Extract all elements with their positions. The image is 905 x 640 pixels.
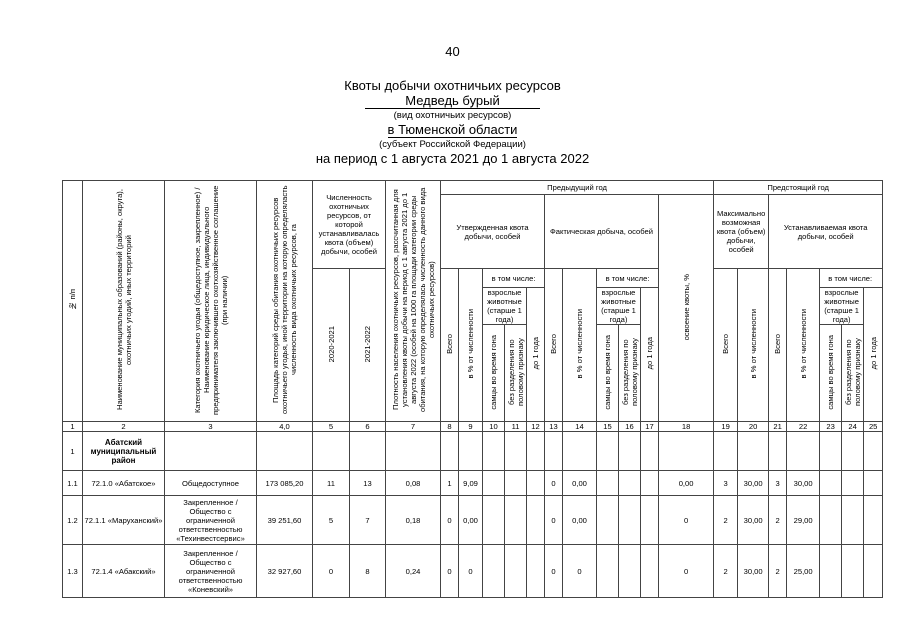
column-number: 6	[350, 422, 386, 432]
col-num-header: № п/п	[63, 181, 83, 422]
pop-2021-header: 2021-2022	[350, 269, 386, 422]
set-males-header: самцы во время гона	[820, 325, 842, 422]
row-num: 1.2	[63, 496, 83, 545]
area-value: 39 251,60	[257, 496, 313, 545]
column-number: 4,0	[257, 422, 313, 432]
column-number: 12	[527, 422, 545, 432]
column-number: 18	[659, 422, 714, 432]
aq-pct-header: в % от численности	[459, 269, 483, 422]
table-row	[63, 545, 883, 598]
set-total-value: 3	[769, 471, 787, 496]
ah-total-value: 0	[545, 471, 563, 496]
column-number: 10	[483, 422, 505, 432]
document-title: Квоты добычи охотничьих ресурсов	[344, 78, 561, 93]
ah-including-header: в том числе:	[597, 269, 659, 288]
max-total-value: 2	[714, 496, 738, 545]
set-total-header: Всего	[769, 269, 787, 422]
aq-including-header: в том числе:	[483, 269, 545, 288]
column-number: 13	[545, 422, 563, 432]
header-row-1	[63, 181, 883, 195]
aq-total-value: 0	[441, 545, 459, 598]
species-line	[0, 93, 905, 109]
quota-table	[62, 180, 883, 598]
aq-males-header: самцы во время гона	[483, 325, 505, 422]
column-number: 21	[769, 422, 787, 432]
ah-pct-header: в % от численности	[563, 269, 597, 422]
col-area-header: Площадь категорий среды обитания охотничьих ресурсов охотничьего угодья, иной территории на которую определяласть численность вида охотничьих ресурсов, га	[257, 181, 313, 422]
column-number: 11	[505, 422, 527, 432]
set-adults-header: взрослые животные (старше 1 года)	[820, 288, 864, 325]
set-under1-header: до 1 года	[864, 288, 883, 422]
aq-total-value: 1	[441, 471, 459, 496]
district-num: 1	[63, 432, 83, 471]
column-number: 24	[842, 422, 864, 432]
previous-year-header: Предыдущий год	[441, 181, 714, 195]
column-number: 17	[641, 422, 659, 432]
max-pct-value: 30,00	[738, 496, 769, 545]
max-pct-value: 30,00	[738, 545, 769, 598]
column-number: 3	[165, 422, 257, 432]
quota-use-value: 0	[659, 545, 714, 598]
density-value: 0,18	[386, 496, 441, 545]
column-number: 2	[83, 422, 165, 432]
ah-pct-value: 0,00	[563, 471, 597, 496]
ah-total-value: 0	[545, 496, 563, 545]
max-pct-value: 30,00	[738, 471, 769, 496]
col-density-header: Плотность населения охотничьих ресурсов, рассчитанная для установления квоты добычи на период с 1 августа 2021 до 1 августа 2022 (особей на 1000 га площади категории среды обитания, на которую определялась численность данного вида охотничьих ресурсов)	[386, 181, 441, 422]
aq-total-header: Всего	[441, 269, 459, 422]
region-name: в Тюменской области	[387, 122, 518, 137]
ah-nosex-header: без разделения по половому признаку	[619, 325, 641, 422]
set-pct-value: 29,00	[787, 496, 820, 545]
column-number: 16	[619, 422, 641, 432]
row-num: 1.3	[63, 545, 83, 598]
area-value: 32 927,60	[257, 545, 313, 598]
next-year-header: Предстоящий год	[714, 181, 883, 195]
set-pct-value: 25,00	[787, 545, 820, 598]
district-row	[63, 432, 883, 471]
max-quota-header: Максимально возможная квота (объем) добычи, особей	[714, 195, 769, 269]
density-value: 0,08	[386, 471, 441, 496]
ah-males-header: самцы во время гона	[597, 325, 619, 422]
column-number: 22	[787, 422, 820, 432]
aq-under1-header: до 1 года	[527, 288, 545, 422]
column-number: 19	[714, 422, 738, 432]
column-number: 1	[63, 422, 83, 432]
col-category-header: Категория охотничьего угодья (общедоступное, закрепленное) / Наименование юридическое лица, индивидуального предпринимателя заключившего охотхозяйственное соглашение (при наличии)	[165, 181, 257, 422]
set-including-header: в том числе:	[820, 269, 883, 288]
pop-2020-value: 11	[313, 471, 350, 496]
pop-2020-value: 5	[313, 496, 350, 545]
ah-under1-header: до 1 года	[641, 288, 659, 422]
ah-pct-value: 0,00	[563, 496, 597, 545]
species-caption: (вид охотничьих ресурсов)	[393, 110, 512, 121]
column-number: 25	[864, 422, 883, 432]
period-line: на период с 1 августа 2021 до 1 августа 2022	[315, 151, 590, 166]
col-municipality-header: Наименование муниципальных образований (районы, округа), охотничьих угодий, иных территорий	[83, 181, 165, 422]
set-pct-header: в % от численности	[787, 269, 820, 422]
column-number-row	[63, 422, 883, 432]
column-number: 8	[441, 422, 459, 432]
quota-use-value: 0,00	[659, 471, 714, 496]
ground-category: Общедоступное	[165, 471, 257, 496]
pop-2020-value: 0	[313, 545, 350, 598]
ground-category: Закрепленное / Общество с ограниченной ответственностью «Коневский»	[165, 545, 257, 598]
set-pct-value: 30,00	[787, 471, 820, 496]
aq-pct-value: 9,09	[459, 471, 483, 496]
ah-adults-header: взрослые животные (старше 1 года)	[597, 288, 641, 325]
column-number: 15	[597, 422, 619, 432]
aq-total-value: 0	[441, 496, 459, 545]
hunting-ground-name: 72.1.1 «Маруханский»	[83, 496, 165, 545]
col-population-header: Численность охотничьих ресурсов, от которой устанавливалась квота (объем) добычи, особей	[313, 181, 386, 269]
aq-pct-value: 0	[459, 545, 483, 598]
column-number: 23	[820, 422, 842, 432]
quota-use-header: освоение квоты, %	[659, 195, 714, 422]
row-num: 1.1	[63, 471, 83, 496]
max-total-header: Всего	[714, 269, 738, 422]
set-quota-header: Устанавливаемая квота добычи, особей	[769, 195, 883, 269]
district-name: Абатский муниципальный район	[83, 432, 165, 471]
aq-adults-header: взрослые животные (старше 1 года)	[483, 288, 527, 325]
ah-total-value: 0	[545, 545, 563, 598]
species-name: Медведь бурый	[365, 94, 540, 109]
set-nosex-header: без разделения по половому признаку	[842, 325, 864, 422]
table-row	[63, 471, 883, 496]
column-number: 5	[313, 422, 350, 432]
aq-pct-value: 0,00	[459, 496, 483, 545]
quota-use-value: 0	[659, 496, 714, 545]
column-number: 7	[386, 422, 441, 432]
table-row	[63, 496, 883, 545]
max-total-value: 3	[714, 471, 738, 496]
max-total-value: 2	[714, 545, 738, 598]
aq-nosex-header: без разделения по половому признаку	[505, 325, 527, 422]
max-pct-header: в % от численности	[738, 269, 769, 422]
page-number: 40	[445, 44, 460, 59]
pop-2021-value: 13	[350, 471, 386, 496]
set-total-value: 2	[769, 496, 787, 545]
region-caption: (субъект Российской Федерации)	[379, 139, 526, 150]
hunting-ground-name: 72.1.0 «Абатское»	[83, 471, 165, 496]
hunting-ground-name: 72.1.4 «Абакский»	[83, 545, 165, 598]
column-number: 9	[459, 422, 483, 432]
column-number: 20	[738, 422, 769, 432]
ah-pct-value: 0	[563, 545, 597, 598]
ground-category: Закрепленное / Общество с ограниченной ответственностью «Техинвестсервис»	[165, 496, 257, 545]
ah-total-header: Всего	[545, 269, 563, 422]
set-total-value: 2	[769, 545, 787, 598]
approved-quota-header: Утвержденная квота добычи, особей	[441, 195, 545, 269]
area-value: 173 085,20	[257, 471, 313, 496]
actual-harvest-header: Фактическая добыча, особей	[545, 195, 659, 269]
column-number: 14	[563, 422, 597, 432]
pop-2021-value: 8	[350, 545, 386, 598]
pop-2020-header: 2020-2021	[313, 269, 350, 422]
density-value: 0,24	[386, 545, 441, 598]
pop-2021-value: 7	[350, 496, 386, 545]
region-line	[0, 122, 905, 138]
